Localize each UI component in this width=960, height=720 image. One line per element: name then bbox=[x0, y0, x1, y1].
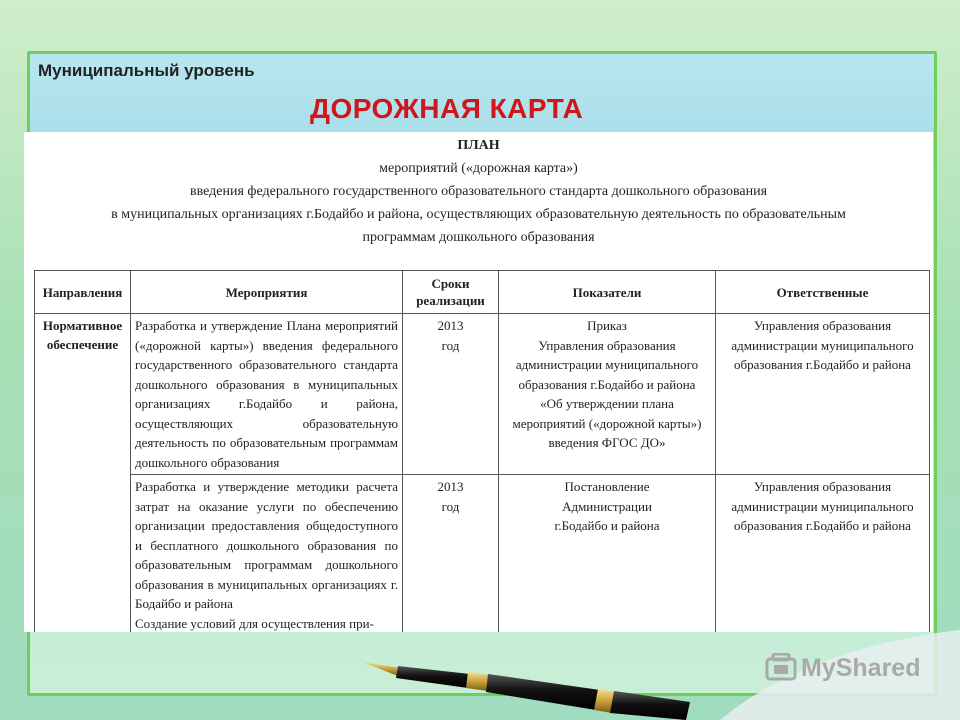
table-row bbox=[35, 314, 930, 475]
plan-table bbox=[34, 270, 930, 632]
column-header: Направления bbox=[35, 271, 131, 314]
responsible-line: Управления образования bbox=[753, 318, 892, 333]
responsible-cell bbox=[716, 475, 930, 633]
indicator-line: Администрации bbox=[562, 498, 652, 514]
watermark bbox=[765, 653, 920, 683]
table-row bbox=[35, 475, 930, 633]
direction-cell: Нормативное обеспечение bbox=[35, 314, 131, 633]
myshared-logo-icon bbox=[765, 653, 797, 683]
responsible-line: Управления образования bbox=[753, 479, 892, 494]
term-year: 2013 bbox=[437, 318, 464, 333]
activity-text-continued: Создание условий для осуществления при- bbox=[135, 615, 374, 631]
responsible-cell bbox=[716, 314, 930, 475]
column-header: Ответственные bbox=[716, 271, 930, 314]
term-unit: год bbox=[441, 498, 460, 514]
responsible-line: администрации муниципального bbox=[731, 337, 914, 353]
plan-heading-line: мероприятий («дорожная карта») bbox=[379, 161, 578, 176]
activity-cell bbox=[131, 475, 403, 633]
responsible-line: образования г.Бодайбо и района bbox=[734, 518, 911, 533]
responsible-line: образования г.Бодайбо и района bbox=[734, 357, 911, 372]
indicator-line: Постановление bbox=[564, 479, 650, 494]
indicator-line: г.Бодайбо и района bbox=[554, 518, 660, 533]
column-header: Сроки реализации bbox=[403, 271, 499, 314]
plan-heading-line: введения федерального государственного образовательного стандарта дошкольного образования bbox=[189, 184, 768, 199]
term-cell bbox=[403, 314, 499, 475]
indicator-line: Приказ bbox=[587, 318, 627, 333]
level-label: Муниципальный уровень bbox=[38, 61, 255, 80]
responsible-line: администрации муниципального bbox=[731, 498, 914, 514]
column-header: Мероприятия bbox=[131, 271, 403, 314]
plan-heading bbox=[24, 132, 933, 249]
document-scan bbox=[24, 132, 933, 632]
term-unit: год bbox=[441, 337, 460, 353]
indicator-line: «Об утверждении плана мероприятий («дорожной карты») введения ФГОС ДО» bbox=[512, 396, 702, 450]
indicator-cell bbox=[499, 475, 716, 633]
indicator-line: администрации муниципального bbox=[515, 357, 699, 372]
table-header-row bbox=[35, 271, 930, 314]
watermark-text: MyShared bbox=[801, 653, 921, 682]
plan-heading-line: программам дошкольного образования bbox=[362, 230, 595, 245]
indicator-line: образования г.Бодайбо и района bbox=[518, 376, 696, 392]
plan-heading-line: ПЛАН bbox=[457, 138, 500, 153]
slide-title: ДОРОЖНАЯ КАРТА bbox=[310, 93, 584, 124]
fountain-pen-icon bbox=[360, 640, 720, 720]
indicator-line: Управления образования bbox=[538, 337, 676, 353]
term-year: 2013 bbox=[437, 479, 464, 494]
activity-cell: Разработка и утверждение Плана мероприятий («дорожной карты») введения федерального государственного образовательного стандарта дошкольного образования в муниципальных организациях г.Бодайбо и района, осуществляющих образовательную деятельность по образовательным программам дошкольного образования bbox=[131, 314, 403, 475]
term-cell bbox=[403, 475, 499, 633]
plan-heading-line: в муниципальных организациях г.Бодайбо и района, осуществляющих образовательную деятельность по образовательным bbox=[111, 207, 846, 222]
activity-text: Разработка и утверждение методики расчета затрат на оказание услуги по обеспечению организации предоставления общедоступного и бесплатного дошкольного образования по образовательным программам дошкольного образования в муниципальных организациях г. Бодайбо и района bbox=[135, 479, 398, 611]
column-header: Показатели bbox=[499, 271, 716, 314]
indicator-cell bbox=[499, 314, 716, 475]
